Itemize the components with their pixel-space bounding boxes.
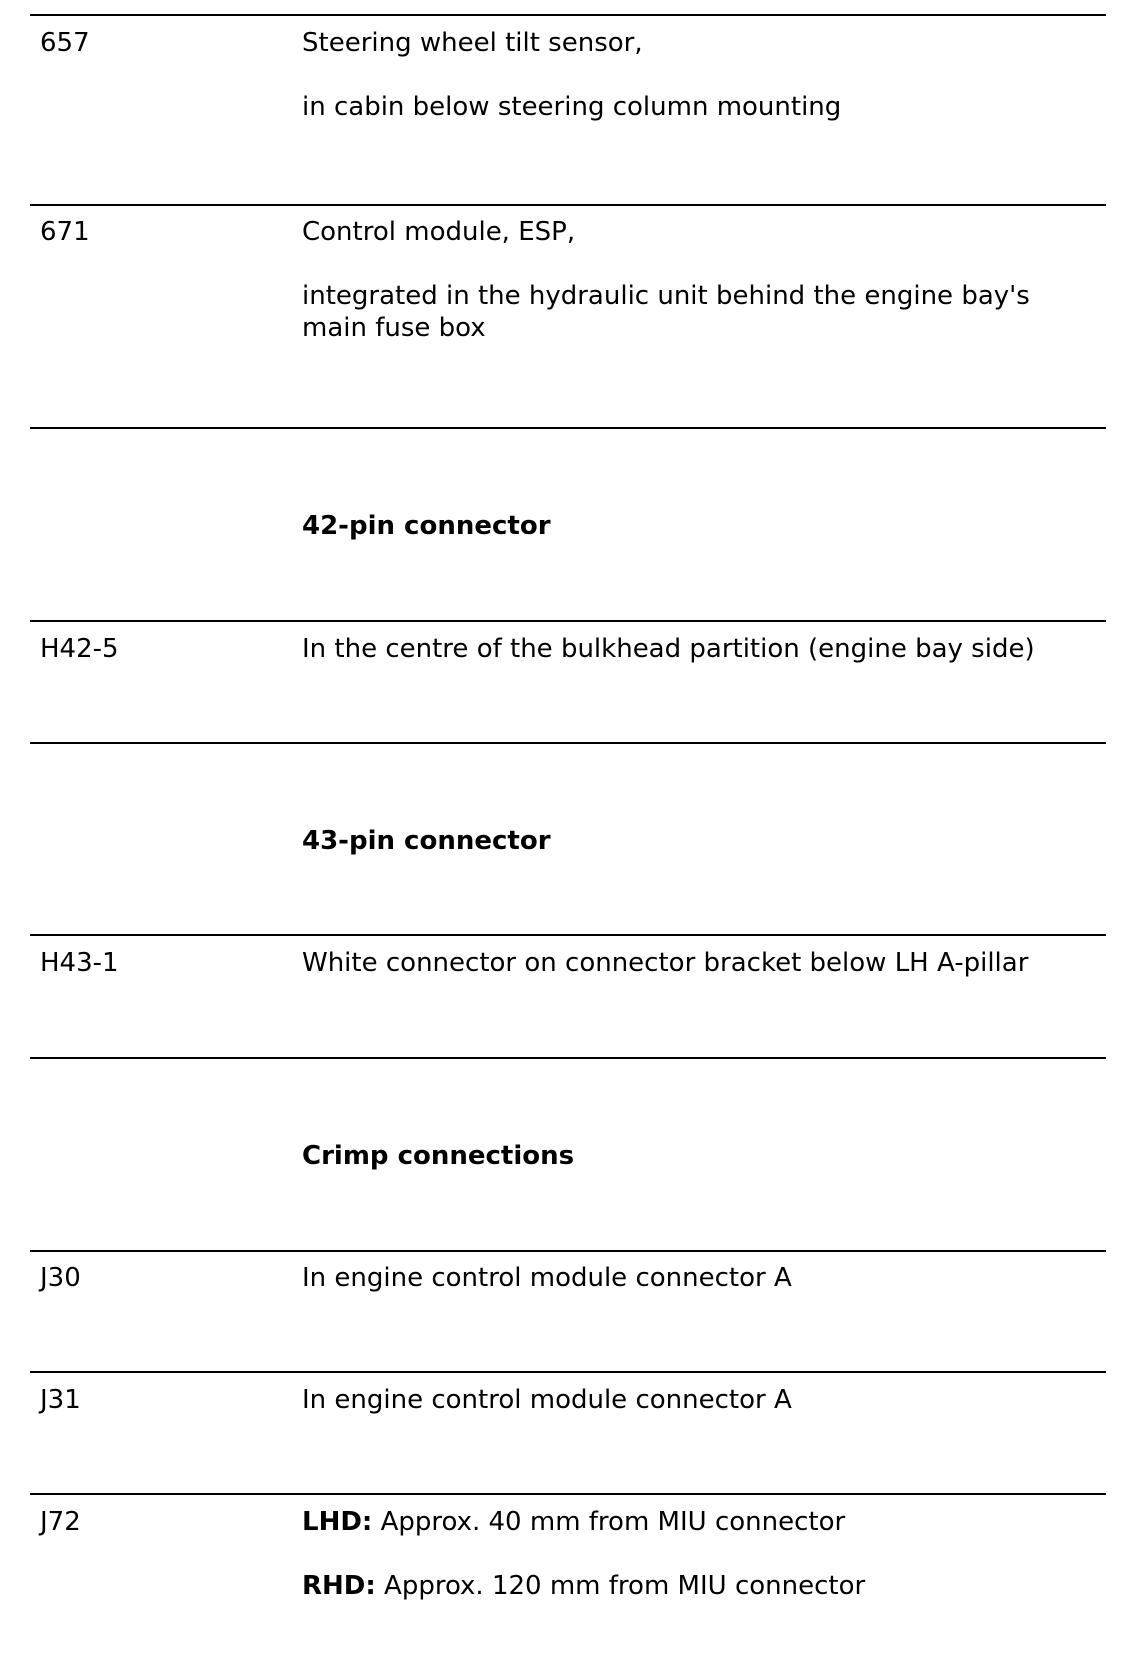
entry-line: White connector on connector bracket below LH A-pillar: [302, 948, 1029, 978]
entry-description: [302, 633, 1102, 665]
entry-line: in cabin below steering column mounting: [302, 92, 842, 122]
row-divider: [30, 742, 1106, 744]
row-divider: [30, 14, 1106, 16]
entry-description: [302, 1384, 1102, 1416]
row-divider: [30, 620, 1106, 622]
row-divider: [30, 1057, 1106, 1059]
entry-line: Steering wheel tilt sensor,: [302, 28, 643, 58]
entry-line: In the centre of the bulkhead partition (engine bay side): [302, 634, 1035, 664]
entry-description: [302, 947, 1102, 979]
entry-line-text: Approx. 40 mm from MIU connector: [372, 1507, 846, 1537]
entry-description: [302, 27, 1102, 123]
entry-line: In engine control module connector A: [302, 1263, 792, 1293]
entry-line: Control module, ESP,: [302, 217, 576, 247]
section-heading: Crimp connections: [302, 1141, 575, 1171]
drive-side-label: RHD:: [302, 1571, 376, 1601]
entry-line: In engine control module connector A: [302, 1385, 792, 1415]
row-divider: [30, 204, 1106, 206]
entry-code: J30: [40, 1263, 81, 1293]
section-heading: 42-pin connector: [302, 511, 551, 541]
row-divider: [30, 427, 1106, 429]
row-divider: [30, 1250, 1106, 1252]
entry-line: [302, 1506, 1102, 1538]
section-heading: 43-pin connector: [302, 826, 551, 856]
row-divider: [30, 934, 1106, 936]
entry-code: H42-5: [40, 634, 119, 664]
entry-description: [302, 216, 1102, 344]
row-divider: [30, 1371, 1106, 1373]
drive-side-label: LHD:: [302, 1507, 373, 1537]
entry-line-text: Approx. 120 mm from MIU connector: [375, 1571, 866, 1601]
entry-code: J31: [40, 1385, 81, 1415]
entry-description: [302, 1262, 1102, 1294]
entry-line: [302, 1570, 1102, 1602]
entry-code: 657: [40, 28, 90, 58]
row-divider: [30, 1493, 1106, 1495]
entry-code: 671: [40, 217, 90, 247]
entry-line: integrated in the hydraulic unit behind the engine bay's main fuse box: [302, 281, 1030, 343]
entry-code: J72: [40, 1507, 81, 1537]
entry-description: [302, 1506, 1102, 1602]
entry-code: H43-1: [40, 948, 119, 978]
